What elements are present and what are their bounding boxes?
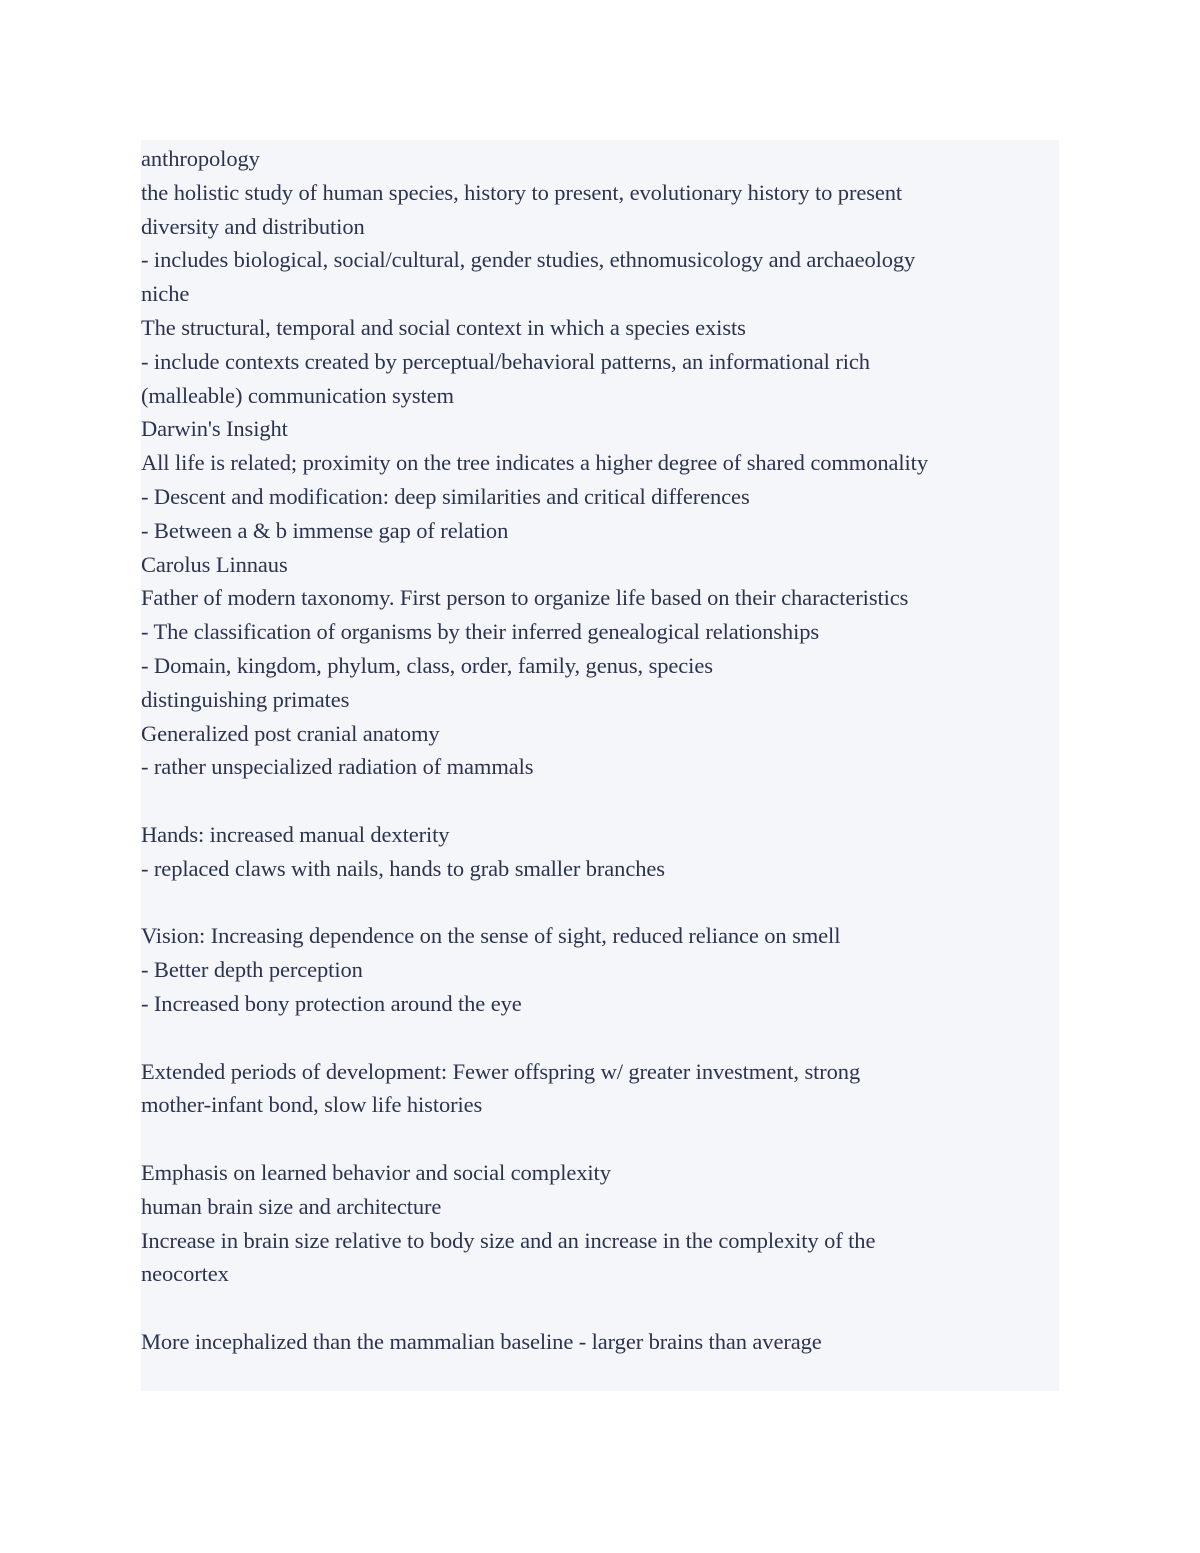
definition-line: Vision: Increasing dependence on the sense of sight, reduced reliance on smell — [141, 923, 841, 949]
bullet-line: - replaced claws with nails, hands to grab smaller branches — [141, 855, 665, 881]
definition-line: All life is related; proximity on the tree indicates a higher degree of shared commonality — [141, 450, 928, 476]
bullet-line: - The classification of organisms by their inferred genealogical relationships — [141, 619, 820, 645]
blank-line — [141, 886, 1059, 920]
term-line: Darwin's Insight — [141, 416, 288, 442]
bullet-line: - includes biological, social/cultural, gender studies, ethnomusicology and archaeology — [141, 247, 916, 273]
blank-line — [141, 1021, 1059, 1055]
bullet-line: - include contexts created by perceptual/behavioral patterns, an informational rich — [141, 348, 870, 374]
definition-line: Generalized post cranial anatomy — [141, 720, 440, 746]
definition-line: mother-infant bond, slow life histories — [141, 1092, 483, 1118]
definition-line: The structural, temporal and social context in which a species exists — [141, 314, 746, 340]
definition-line: diversity and distribution — [141, 213, 365, 239]
definition-line: neocortex — [141, 1261, 229, 1287]
term-line: Carolus Linnaus — [141, 551, 288, 577]
definition-line: Extended periods of development: Fewer offspring w/ greater investment, strong — [141, 1058, 861, 1084]
term-line: human brain size and architecture — [141, 1193, 442, 1219]
term-line: anthropology — [141, 146, 260, 171]
definition-line: the holistic study of human species, history to present, evolutionary history to present — [141, 179, 903, 205]
term-line: niche — [141, 281, 190, 307]
definition-line: Increase in brain size relative to body size and an increase in the complexity of the — [141, 1227, 876, 1253]
definition-line: More incephalized than the mammalian baseline - larger brains than average — [141, 1328, 822, 1354]
definition-line: Emphasis on learned behavior and social complexity — [141, 1159, 611, 1185]
bullet-line: - Between a & b immense gap of relation — [141, 517, 509, 543]
bullet-line: - Better depth perception — [141, 957, 363, 983]
bullet-line: - rather unspecialized radiation of mammals — [141, 754, 534, 780]
blank-line — [141, 784, 1059, 818]
text-block — [141, 140, 1059, 1391]
bullet-line: - Domain, kingdom, phylum, class, order, family, genus, species — [141, 652, 713, 678]
bullet-line: - Descent and modification: deep similarities and critical differences — [141, 483, 750, 509]
bullet-line: (malleable) communication system — [141, 382, 454, 408]
blank-line — [141, 1291, 1059, 1325]
definition-line: Hands: increased manual dexterity — [141, 821, 450, 847]
blank-line — [141, 1122, 1059, 1156]
term-line: distinguishing primates — [141, 686, 350, 712]
definition-line: Father of modern taxonomy. First person to organize life based on their characteristics — [141, 585, 909, 611]
bullet-line: - Increased bony protection around the eye — [141, 990, 522, 1016]
